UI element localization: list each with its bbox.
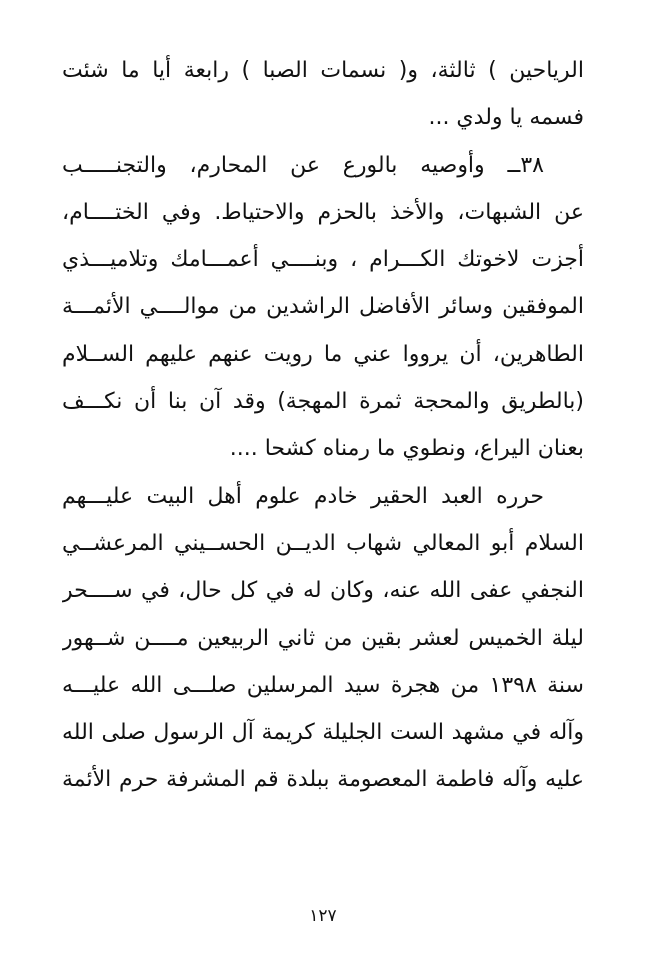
text-line-15: وآله في مشهد الست الجليلة كريمة آل الرسول صلى الله: [62, 720, 584, 746]
text-line-14: سنة ١٣٩٨ من هجرة سيد المرسلين صلـــى الله عليـــه: [62, 672, 584, 698]
text-line-6: الموفقين وسائر الأفاضل الراشدين من موالــــي الأئمـــة: [62, 294, 584, 320]
text-line-4: عن الشبهات، والأخذ بالحزم والاحتياط. وفي الختــــام،: [62, 199, 584, 225]
text-line-2: فسمه يا ولدي ...: [428, 105, 584, 131]
text-line-11: السلام أبو المعالي شهاب الديــن الحســيني المرعشــي: [62, 530, 584, 556]
text-line-3: ٣٨ــ وأوصيه بالورع عن المحارم، والتجنـــــب: [62, 152, 544, 178]
text-line-13: ليلة الخميس لعشر بقين من ثاني الربيعين مــــن شــهور: [62, 625, 584, 651]
text-line-1: الرياحين ) ثالثة، و( نسمات الصبا ) رابعة أيا ما شئت: [62, 58, 584, 83]
text-line-8: (بالطريق والمحجة ثمرة المهجة) وقد آن بنا أن نكـــف: [62, 389, 584, 415]
text-line-9: بعنان اليراع، ونطوي ما رمناه كشحا ....: [229, 436, 584, 462]
page-text-block: [62, 47, 584, 804]
text-line-12: النجفي عفى الله عنه، وكان له في كل حال، في ســــحر: [62, 578, 584, 604]
text-line-5: أجزت لاخوتك الكـــرام ، وبنــــي أعمـــامك وتلاميـــذي: [62, 247, 584, 273]
text-line-7: الطاهرين، أن يرووا عني ما رويت عنهم عليهم الســلام: [62, 341, 584, 367]
page-number: ١٢٧: [309, 906, 337, 926]
text-line-10: حرره العبد الحقير خادم علوم أهل البيت عليـــهم: [62, 483, 544, 509]
text-line-16: عليه وآله فاطمة المعصومة ببلدة قم المشرفة حرم الأئمة: [62, 767, 584, 793]
